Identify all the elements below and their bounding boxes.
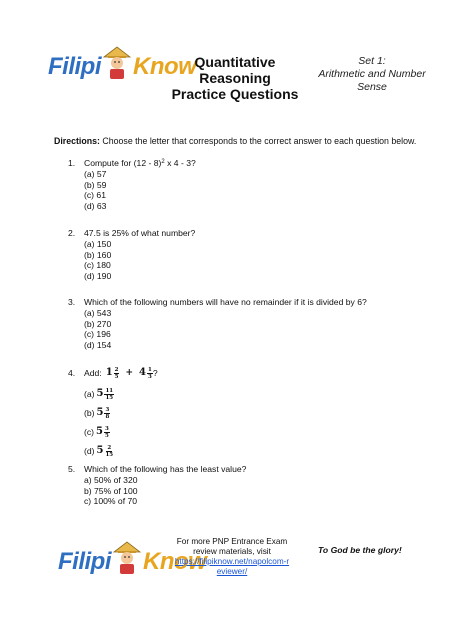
question-3 — [68, 297, 367, 351]
mascot-icon — [112, 540, 142, 574]
set-subtitle — [300, 55, 444, 94]
plus-sign: + — [125, 367, 134, 378]
footer-line: For more PNP Entrance Exam — [176, 537, 288, 546]
title-line: Reasoning — [199, 70, 271, 86]
question-number: 5. — [68, 464, 76, 474]
directions-text: Choose the letter that corresponds to the correct answer to each question below. — [99, 136, 417, 146]
closing-motto: To God be the glory! — [318, 545, 402, 555]
title-line: Practice Questions — [171, 86, 299, 102]
reviewer-link[interactable]: https://filipiknow.net/napolcom-r — [174, 557, 290, 566]
answer-option: (c) 61 — [84, 190, 106, 201]
answer-option: (d) 190 — [84, 271, 112, 282]
footer-line: review materials, visit — [193, 547, 271, 556]
directions-label: Directions: — [54, 136, 100, 146]
question-stem: Add: — [84, 367, 102, 378]
answer-option: (a) 543 — [84, 307, 112, 318]
answer-option: (a) 150 — [84, 238, 112, 249]
mascot-icon — [102, 45, 132, 79]
answer-option: b) 75% of 100 — [84, 485, 138, 496]
logo-word-know: Know — [133, 53, 197, 80]
question-2 — [68, 228, 195, 282]
question-stem: Which of the following has the least value? — [84, 464, 247, 474]
footer-note — [168, 537, 296, 577]
answer-option: (c) 5 3 5 — [84, 425, 109, 439]
answer-option: (d) 63 — [84, 201, 107, 212]
question-4 — [68, 366, 158, 458]
answer-option: a) 50% of 320 — [84, 474, 138, 485]
set-line: Arithmetic and Number — [318, 68, 426, 80]
set-line: Set 1: — [358, 55, 386, 67]
question-mark: ? — [152, 367, 158, 378]
title-line: Quantitative — [194, 54, 276, 70]
set-line: Sense — [357, 81, 387, 93]
question-stem: Which of the following numbers will have no remainder if it is divided by 6? — [84, 297, 367, 307]
answer-option: (d) 154 — [84, 340, 112, 351]
mixed-number-term1: 1 2 5 — [105, 366, 119, 380]
question-number: 3. — [68, 297, 76, 307]
answer-option: (b) 160 — [84, 249, 112, 260]
question-number: 2. — [68, 228, 76, 238]
answer-option: (b) 270 — [84, 318, 112, 329]
answer-option: (b) 5 3 8 — [84, 406, 110, 420]
logo-word-filipi: Filipi — [48, 53, 101, 80]
question-number: 4. — [68, 367, 76, 378]
question-stem: Compute for (12 - 8)$^2$ x 4 - 3? — [84, 158, 196, 168]
question-5 — [68, 464, 246, 507]
question-stem: 47.5 is 25% of what number? — [84, 228, 196, 238]
reviewer-link-continued[interactable]: eviewer/ — [216, 567, 248, 576]
answer-option: (b) 59 — [84, 179, 107, 190]
mixed-number-term2: 4 1 3 — [139, 366, 152, 380]
answer-option: (c) 196 — [84, 329, 111, 340]
answer-option: (d) 5 2 15 — [84, 444, 114, 458]
question-number: 1. — [68, 158, 76, 168]
answer-option: (a) 57 — [84, 168, 107, 179]
directions — [54, 136, 416, 146]
page-title — [168, 54, 302, 102]
answer-option: c) 100% of 70 — [84, 496, 138, 507]
logo-word-know: Know — [143, 548, 207, 575]
logo-word-filipi: Filipi — [58, 548, 111, 575]
question-1 — [68, 158, 196, 212]
answer-option: (c) 180 — [84, 260, 111, 271]
answer-option: (a) 5 11 15 — [84, 387, 114, 401]
